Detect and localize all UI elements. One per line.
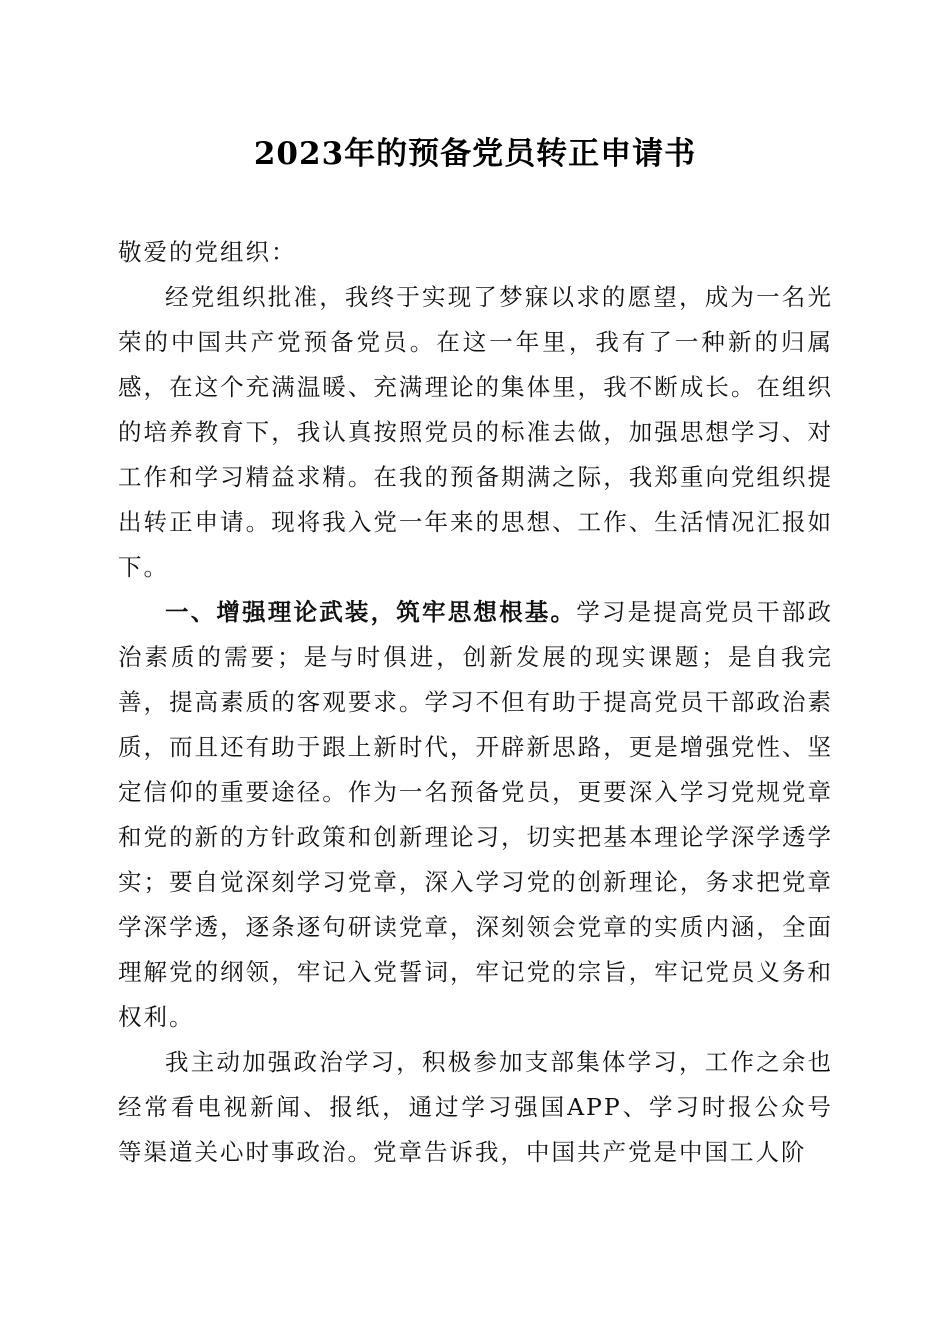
document-body xyxy=(118,230,833,1175)
paragraph-1 xyxy=(118,275,833,590)
document-title: 2023年的预备党员转正申请书 xyxy=(253,136,697,172)
section-heading-1: 一、增强理论武装，筑牢思想根基。 xyxy=(165,598,577,626)
paragraph-1-text: 经党组织批准，我终于实现了梦寐以求的愿望，成为一名光荣的中国共产党预备党员。在这一年里，我有了一种新的归属感，在这个充满温暖、充满理论的集体里，我不断成长。在组织的培养教育下，我认真按照党员的标准去做，加强思想学习、对工作和学习精益求精。在我的预备期满之际，我郑重向党组织提出转正申请。现将我入党一年来的思想、工作、生活情况汇报如下。 xyxy=(118,283,833,581)
paragraph-2 xyxy=(118,590,833,1040)
paragraph-2-text: 学习是提高党员干部政治素质的需要；是与时俱进，创新发展的现实课题；是自我完善，提高素质的客观要求。学习不但有助于提高党员干部政治素质，而且还有助于跟上新时代，开辟新思路，更是增强党性、坚定信仰的重要途径。作为一名预备党员，更要深入学习党规党章和党的新的方针政策和创新理论习，切实把基本理论学深学透学实；要自觉深刻学习党章，深入学习党的创新理论，务求把党章学深学透，逐条逐句研读党章，深刻领会党章的实质内涵，全面理解党的纲领，牢记入党誓词，牢记党的宗旨，牢记党员义务和权利。 xyxy=(118,598,834,1031)
paragraph-3 xyxy=(118,1040,833,1175)
salutation: 敬爱的党组织： xyxy=(118,238,297,266)
paragraph-3-text: 我主动加强政治学习，积极参加支部集体学习，工作之余也经常看电视新闻、报纸，通过学习强国APP、学习时报公众号等渠道关心时事政治。党章告诉我，中国共产党是中国工人阶 xyxy=(118,1048,833,1166)
